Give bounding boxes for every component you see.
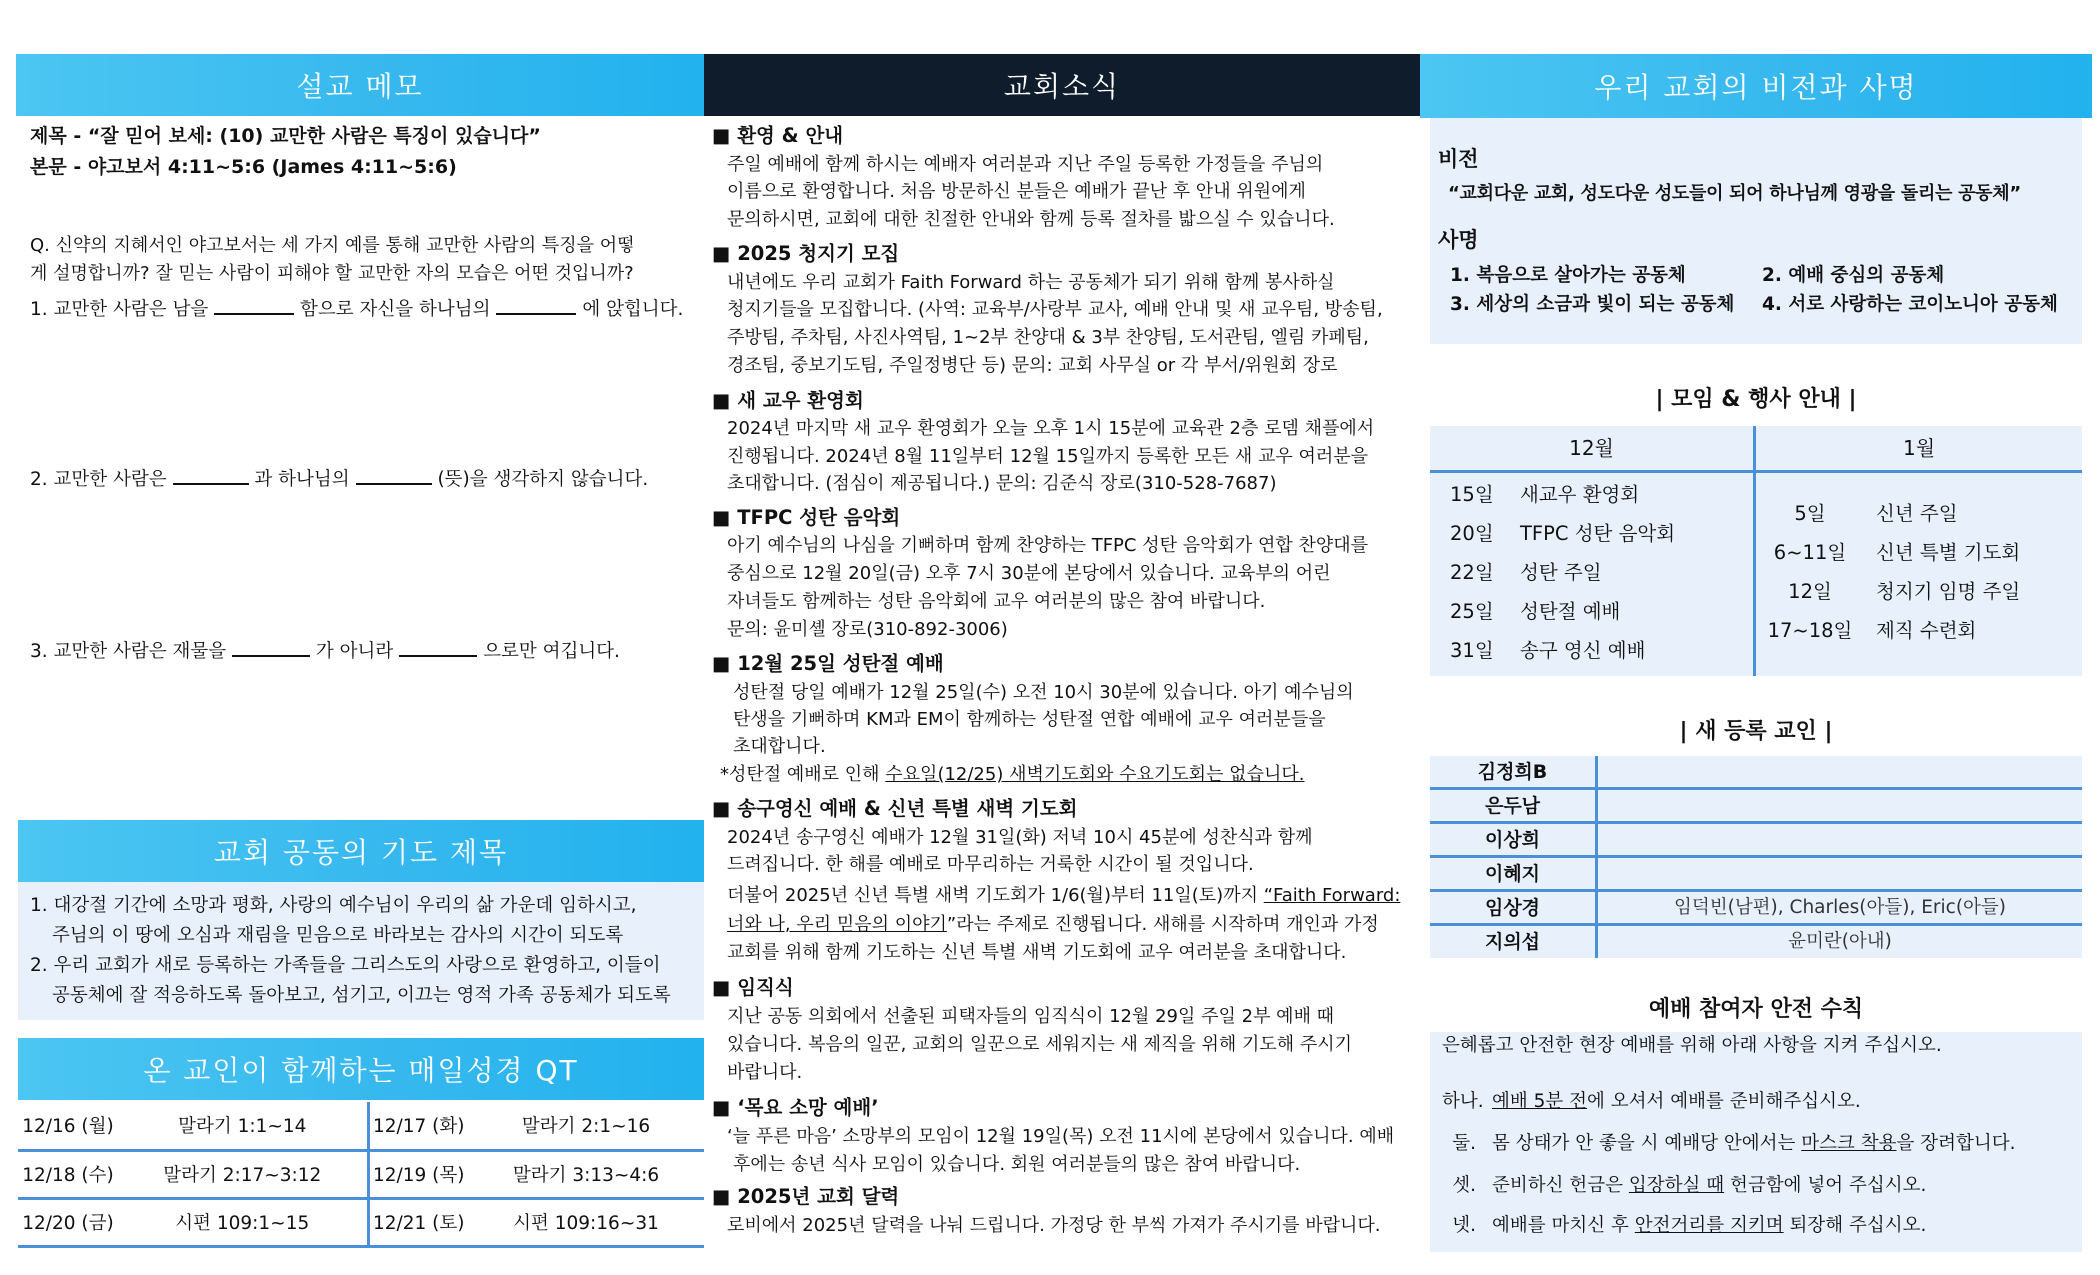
prayer-header-text: 교회 공동의 기도 제목 — [213, 836, 509, 869]
sermon-question-line-1: Q. 신약의 지혜서인 야고보서는 세 가지 예를 통해 교만한 사람의 특징을 어떻 — [30, 235, 635, 256]
news-ordination-title: ■ 임직식 — [712, 976, 794, 999]
news-christmas-title: ■ 12월 25일 성탄절 예배 — [712, 652, 944, 675]
member-name: 이혜지 — [1484, 863, 1541, 885]
prayer-2-line-1: 2. 우리 교회가 새로 등록하는 가족들을 그리스도의 사랑으로 환영하고, 이들이 — [30, 955, 661, 976]
event-day: 17~18일 — [1767, 619, 1853, 642]
news-text: 후에는 송년 식사 모임이 있습니다. 회원 여러분들의 많은 참여 바랍니다. — [733, 1154, 1301, 1175]
sermon-item-3: 3. 교만한 사람은 재물을 가 아니라 으로만 여깁니다. — [30, 637, 620, 666]
sermon-title: 제목 - “잘 믿어 보세: (10) 교만한 사람은 특징이 있습니다” — [30, 125, 541, 147]
news-text: 문의: 윤미셸 장로(310-892-3006) — [727, 619, 1008, 640]
news-newyear-title: ■ 송구영신 예배 & 신년 특별 새벽 기도회 — [712, 797, 1078, 820]
events-divider — [1753, 426, 1756, 676]
news-text: 드려집니다. 한 해를 예배로 마무리하는 거룩한 시간이 될 것입니다. — [727, 854, 1254, 875]
event-name: 새교우 환영회 — [1520, 483, 1640, 506]
sermon-memo-header-text: 설교 메모 — [296, 70, 424, 103]
sermon-item-2: 2. 교만한 사람은 과 하나님의 (뜻)을 생각하지 않습니다. — [30, 465, 648, 494]
event-name: 제직 수련회 — [1876, 619, 1977, 642]
news-welcome-title: ■ 환영 & 안내 — [712, 124, 844, 147]
safety-rule-4: 넷. 예배를 마치신 후 안전거리를 지키며 퇴장해 주십시오. — [1452, 1215, 1927, 1236]
news-text: 주일 예배에 함께 하시는 예배자 여러분과 지난 주일 등록한 가정들을 주님의 — [727, 154, 1324, 175]
news-thursday-title: ■ ‘목요 소망 예배’ — [712, 1096, 879, 1119]
fill-blank[interactable] — [214, 295, 294, 315]
news-calendar-title: ■ 2025년 교회 달력 — [712, 1185, 900, 1208]
event-day: 22일 — [1450, 561, 1494, 584]
event-name: 청지기 임명 주일 — [1876, 580, 2021, 603]
member-family: 임덕빈(남편), Charles(아들), Eric(아들) — [1673, 897, 2007, 918]
prayer-2-line-2: 공동체에 잘 적응하도록 돌아보고, 섬기고, 이끄는 영적 가족 공동체가 되도록 — [52, 985, 671, 1006]
news-text: ‘늘 푸른 마음’ 소망부의 모임이 12월 19일(목) 오전 11시에 본당에서 있습니다. 예배 — [727, 1126, 1395, 1147]
safety-title: 예배 참여자 안전 수칙 — [1648, 997, 1864, 1022]
member-name: 임상경 — [1484, 897, 1541, 919]
news-text: 성탄절 당일 예배가 12월 25일(수) 오전 10시 30분에 있습니다. 아기 예수님의 — [733, 682, 1354, 703]
safety-rule-2: 둘. 몸 상태가 안 좋을 시 예배당 안에서는 마스크 착용을 장려합니다. — [1452, 1133, 2016, 1154]
news-text: 너와 나, 우리 믿음의 이야기”라는 주제로 진행됩니다. 새해를 시작하며 개인과 가정 — [727, 914, 1379, 935]
news-text: 교회를 위해 함께 기도하는 신년 특별 새벽 기도회에 교우 여러분을 초대합니다. — [727, 942, 1347, 963]
event-day: 6~11일 — [1773, 541, 1847, 564]
prayer-1-line-1: 1. 대강절 기간에 소망과 평화, 사랑의 예수님이 우리의 삶 가운데 임하시고, — [30, 895, 637, 916]
qt-date: 12/16 (월) — [22, 1116, 114, 1138]
news-christmas-note: *성탄절 예배로 인해 수요일(12/25) 새벽기도회와 수요기도회는 없습니다. — [720, 764, 1305, 785]
news-text: 중심으로 12월 20일(금) 오후 7시 30분에 본당에서 있습니다. 교육부의 어린 — [727, 563, 1331, 584]
qt-row — [18, 1102, 704, 1150]
mission-label: 사명 — [1438, 228, 1479, 252]
news-text: 아기 예수님의 나심을 기뻐하며 함께 찬양하는 TFPC 성탄 음악회가 연합 찬양대를 — [727, 535, 1369, 556]
vision-text: “교회다운 교회, 성도다운 성도들이 되어 하나님께 영광을 돌리는 공동체” — [1448, 183, 2021, 204]
qt-header — [18, 1038, 704, 1100]
qt-header-text: 온 교인이 함께하는 매일성경 QT — [143, 1054, 579, 1087]
qt-passage: 말라기 3:13~4:6 — [512, 1165, 660, 1186]
qt-row — [18, 1150, 704, 1198]
news-newcomer-title: ■ 새 교우 환영회 — [712, 389, 864, 412]
event-day: 25일 — [1450, 600, 1494, 623]
news-steward-title: ■ 2025 청지기 모집 — [712, 242, 900, 265]
event-day: 5일 — [1794, 502, 1826, 525]
news-text: 문의하시면, 교회에 대한 친절한 안내와 함께 등록 절차를 밟으실 수 있습니다. — [727, 209, 1335, 230]
event-day: 31일 — [1450, 639, 1494, 662]
member-family: 윤미란(아내) — [1788, 931, 1892, 952]
news-text: 초대합니다. — [733, 736, 826, 757]
fill-blank[interactable] — [173, 465, 249, 485]
news-text: 경조팀, 중보기도팀, 주일정병단 등) 문의: 교회 사무실 or 각 부서/위원회 장로 — [727, 355, 1338, 376]
news-header — [704, 54, 1420, 116]
news-text: 더불어 2025년 신년 특별 새벽 기도회가 1/6(월)부터 11일(토)까지 “Faith Forward: — [727, 885, 1401, 906]
qt-date: 12/19 (목) — [372, 1165, 465, 1186]
qt-date: 12/18 (수) — [22, 1165, 114, 1186]
qt-passage: 시편 109:16~31 — [513, 1213, 659, 1234]
qt-passage: 말라기 2:1~16 — [521, 1116, 651, 1138]
december-label: 12월 — [1569, 436, 1614, 460]
safety-rule-1: 하나. 예배 5분 전에 오셔서 예배를 준비해주십시오. — [1442, 1091, 1861, 1112]
vision-header — [1420, 54, 2092, 118]
member-name: 이상희 — [1484, 829, 1541, 851]
news-text: 있습니다. 복음의 일꾼, 교회의 일꾼으로 세워지는 새 제직을 위해 기도해 주시기 — [727, 1034, 1353, 1055]
vision-header-text: 우리 교회의 비전과 사명 — [1594, 71, 1918, 104]
event-day: 15일 — [1450, 483, 1494, 506]
news-header-text: 교회소식 — [1003, 70, 1121, 103]
news-text: 2024년 송구영신 예배가 12월 31일(화) 저녁 10시 45분에 성찬식과 함께 — [727, 827, 1313, 848]
member-row — [1430, 787, 2082, 790]
member-name: 지의섭 — [1484, 931, 1541, 953]
qt-table — [18, 1102, 704, 1248]
sermon-item-1: 1. 교만한 사람은 남을 함으로 자신을 하나님의 에 앉힙니다. — [30, 295, 683, 324]
event-name: 성탄절 예배 — [1520, 600, 1621, 623]
member-row — [1430, 889, 2082, 892]
sermon-question-line-2: 게 설명합니까? 잘 믿는 사람이 피해야 할 교만한 자의 모습은 어떤 것입니까? — [30, 263, 634, 284]
qt-passage: 시편 109:1~15 — [118, 1198, 368, 1246]
qt-passage: 말라기 1:1~14 — [118, 1102, 368, 1150]
vision-label: 비전 — [1438, 147, 1479, 171]
news-text: 자녀들도 함께하는 성탄 음악회에 교우 여러분의 많은 참여 바랍니다. — [727, 591, 1266, 612]
event-name: 성탄 주일 — [1520, 561, 1602, 584]
sermon-memo-header — [16, 54, 704, 116]
mission-1: 1. 복음으로 살아가는 공동체 — [1450, 265, 1686, 286]
fill-blank[interactable] — [232, 637, 310, 657]
member-name: 은두남 — [1484, 795, 1541, 817]
event-day: 12일 — [1788, 580, 1832, 603]
qt-row — [18, 1198, 704, 1246]
news-text: 이름으로 환영합니다. 처음 방문하신 분들은 예배가 끝난 후 안내 위원에게 — [727, 181, 1306, 202]
prayer-1-line-2: 주님의 이 땅에 오심과 재림을 믿음으로 바라보는 감사의 시간이 되도록 — [52, 925, 624, 946]
news-text: 바랍니다. — [727, 1062, 803, 1083]
new-members-title: | 새 등록 교인 | — [1679, 719, 1833, 744]
sermon-text: 본문 - 야고보서 4:11~5:6 (James 4:11~5:6) — [30, 156, 457, 178]
news-text: 2024년 마지막 새 교우 환영회가 오늘 오후 1시 15분에 교육관 2층 로뎀 채플에서 — [727, 418, 1375, 439]
event-name: 신년 특별 기도회 — [1876, 541, 2021, 564]
news-text: 진행됩니다. 2024년 8월 11일부터 12월 15일까지 등록한 모든 새 교우 여러분을 — [727, 446, 1368, 467]
events-title: | 모임 & 행사 안내 | — [1655, 387, 1857, 412]
qt-date: 12/17 (화) — [372, 1116, 465, 1138]
news-text: 초대합니다. (점심이 제공됩니다.) 문의: 김준식 장로(310-528-7687) — [727, 473, 1277, 494]
fill-blank[interactable] — [399, 637, 477, 657]
safety-intro: 은혜롭고 안전한 현장 예배를 위해 아래 사항을 지켜 주십시오. — [1442, 1035, 1942, 1056]
news-text: 청지기들을 모집합니다. (사역: 교육부/사랑부 교사, 예배 안내 및 새 교우팀, 방송팀, — [727, 299, 1383, 320]
news-text: 지난 공동 의회에서 선출된 피택자들의 임직식이 12월 29일 주일 2부 예배 때 — [727, 1006, 1335, 1027]
news-text: 로비에서 2025년 달력을 나눠 드립니다. 가정당 한 부씩 가져가 주시기를 바랍니다. — [727, 1215, 1381, 1236]
event-name: 송구 영신 예배 — [1520, 639, 1646, 662]
mission-3: 3. 세상의 소금과 빛이 되는 공동체 — [1450, 294, 1735, 315]
january-label: 1월 — [1902, 436, 1936, 460]
mission-4: 4. 서로 사랑하는 코이노니아 공동체 — [1762, 294, 2058, 315]
event-day: 20일 — [1450, 522, 1494, 545]
news-concert-title: ■ TFPC 성탄 음악회 — [712, 506, 901, 529]
fill-blank[interactable] — [496, 295, 576, 315]
member-row — [1430, 855, 2082, 858]
event-name: 신년 주일 — [1876, 502, 1958, 525]
prayer-header — [18, 820, 704, 882]
events-divider — [1430, 470, 2082, 473]
member-row — [1430, 923, 2082, 926]
qt-passage: 말라기 2:17~3:12 — [118, 1150, 368, 1198]
mission-2: 2. 예배 중심의 공동체 — [1762, 265, 1945, 286]
news-text: 탄생을 기뻐하며 KM과 EM이 함께하는 성탄절 연합 예배에 교우 여러분들을 — [733, 709, 1326, 730]
event-name: TFPC 성탄 음악회 — [1520, 522, 1676, 545]
news-text: 내년에도 우리 교회가 Faith Forward 하는 공동체가 되기 위해 함께 봉사하실 — [727, 272, 1335, 293]
fill-blank[interactable] — [356, 465, 432, 485]
member-row — [1430, 821, 2082, 824]
safety-rule-3: 셋. 준비하신 헌금은 입장하실 때 헌금함에 넣어 주십시오. — [1452, 1175, 1927, 1196]
qt-date: 12/21 (토) — [372, 1213, 465, 1234]
qt-date: 12/20 (금) — [22, 1213, 114, 1234]
news-text: 주방팀, 주차팀, 사진사역팀, 1~2부 찬양대 & 3부 찬양팀, 도서관팀, 엘림 카페팀, — [727, 327, 1369, 348]
member-name: 김정희B — [1477, 761, 1548, 783]
